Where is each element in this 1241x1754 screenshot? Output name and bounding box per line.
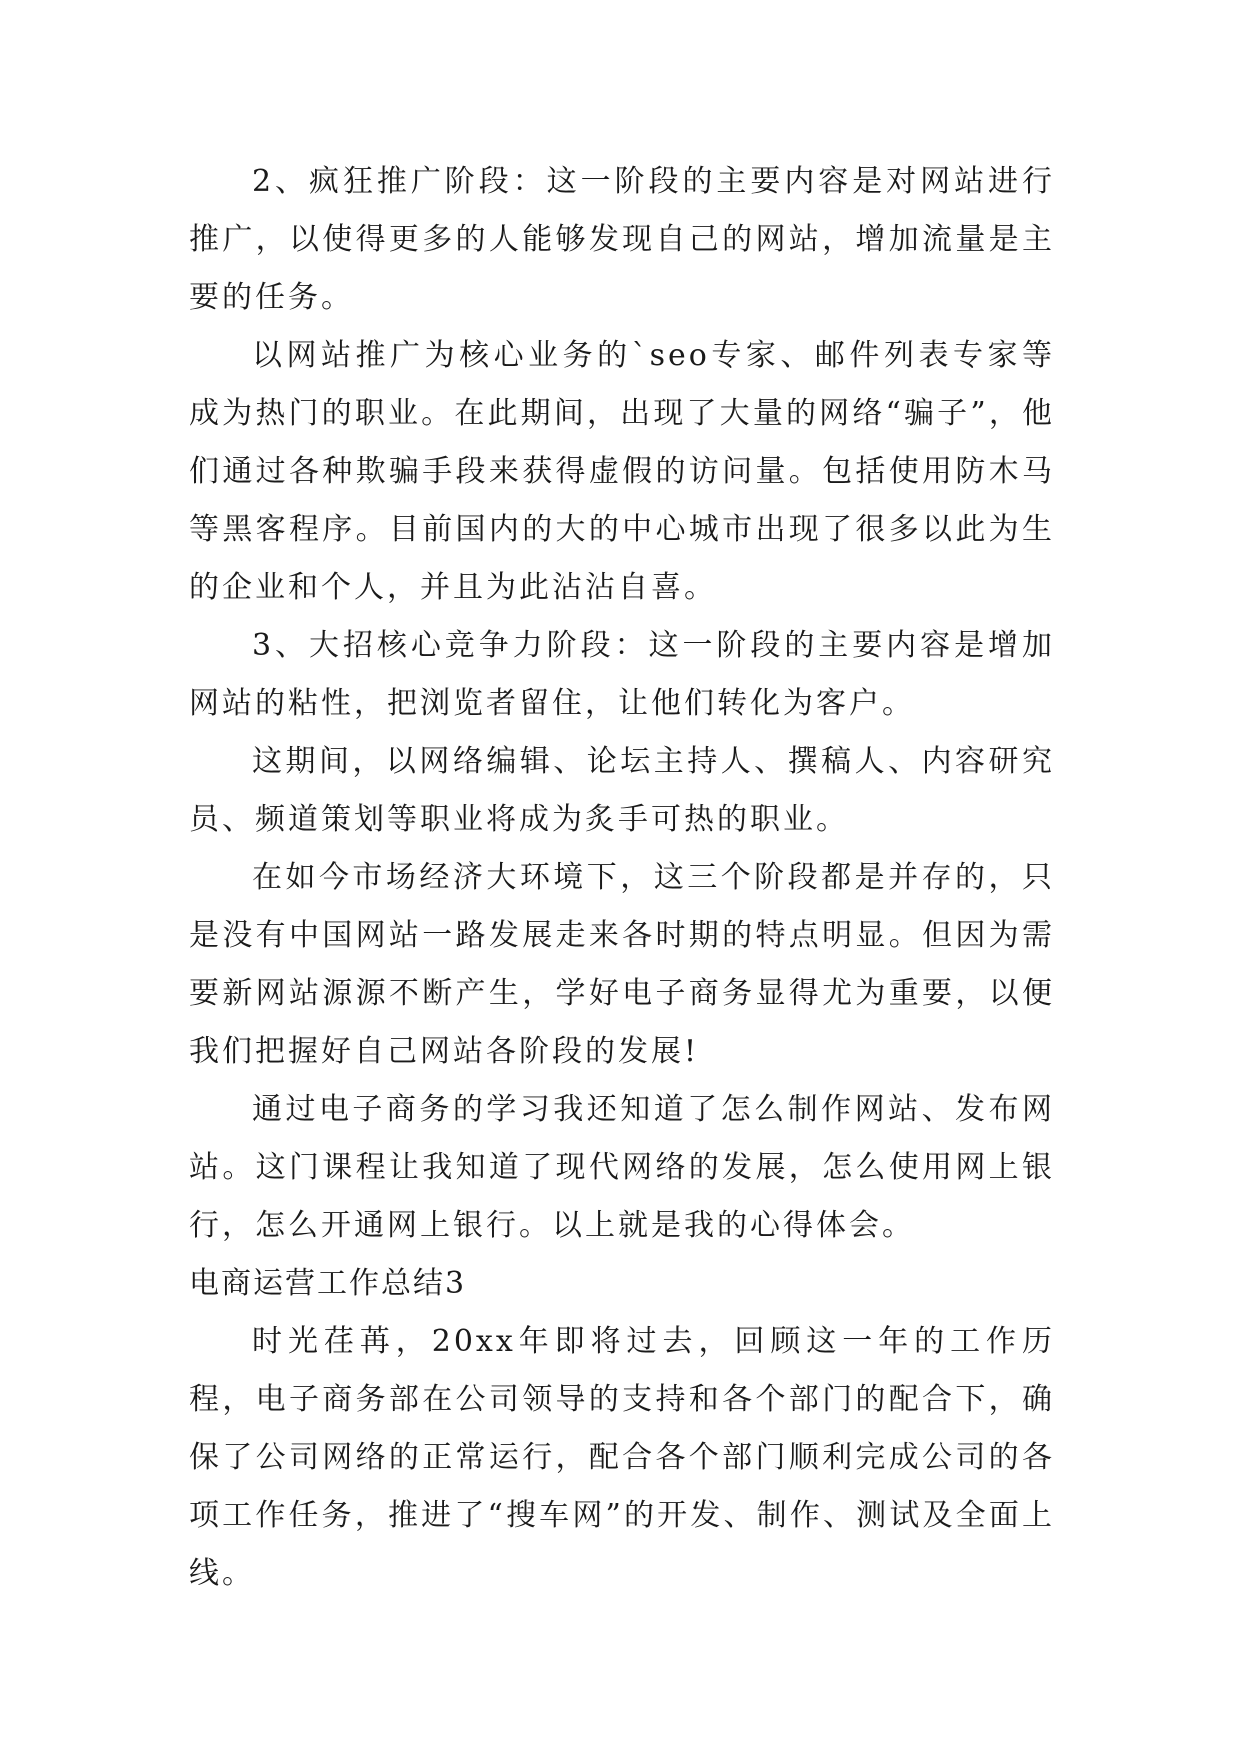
paragraph-learning-summary: 通过电子商务的学习我还知道了怎么制作网站、发布网站。这门课程让我知道了现代网络的发展，怎么使用网上银行，怎么开通网上银行。以上就是我的心得体会。 <box>189 1092 1055 1243</box>
paragraph-new-professions: 这期间，以网络编辑、论坛主持人、撰稿人、内容研究员、频道策划等职业将成为炙手可热的职业。 <box>189 744 1055 837</box>
paragraph-stage-2: 2、疯狂推广阶段：这一阶段的主要内容是对网站进行推广，以使得更多的人能够发现自己的网站，增加流量是主要的任务。 <box>189 164 1055 315</box>
paragraph-year-review: 时光荏苒，20xx年即将过去，回顾这一年的工作历程，电子商务部在公司领导的支持和各个部门的配合下，确保了公司网络的正常运行，配合各个部门顺利完成公司的各项工作任务，推进了“搜车网”的开发、制作、测试及全面上线。 <box>189 1324 1055 1591</box>
paragraph-stage-3: 3、大招核心竞争力阶段：这一阶段的主要内容是增加网站的粘性，把浏览者留住，让他们转化为客户。 <box>189 628 1055 721</box>
section-heading: 电商运营工作总结3 <box>189 1266 467 1301</box>
paragraph-market-economy: 在如今市场经济大环境下，这三个阶段都是并存的，只是没有中国网站一路发展走来各时期的特点明显。但因为需要新网站源源不断产生，学好电子商务显得尤为重要，以便我们把握好自己网站各阶段的发展! <box>189 860 1055 1069</box>
paragraph-seo-experts: 以网站推广为核心业务的`seo专家、邮件列表专家等成为热门的职业。在此期间，出现了大量的网络“骗子”，他们通过各种欺骗手段来获得虚假的访问量。包括使用防木马等黑客程序。目前国内的大的中心城市出现了很多以此为生的企业和个人，并且为此沾沾自喜。 <box>189 338 1055 605</box>
document-body <box>189 153 1055 1603</box>
